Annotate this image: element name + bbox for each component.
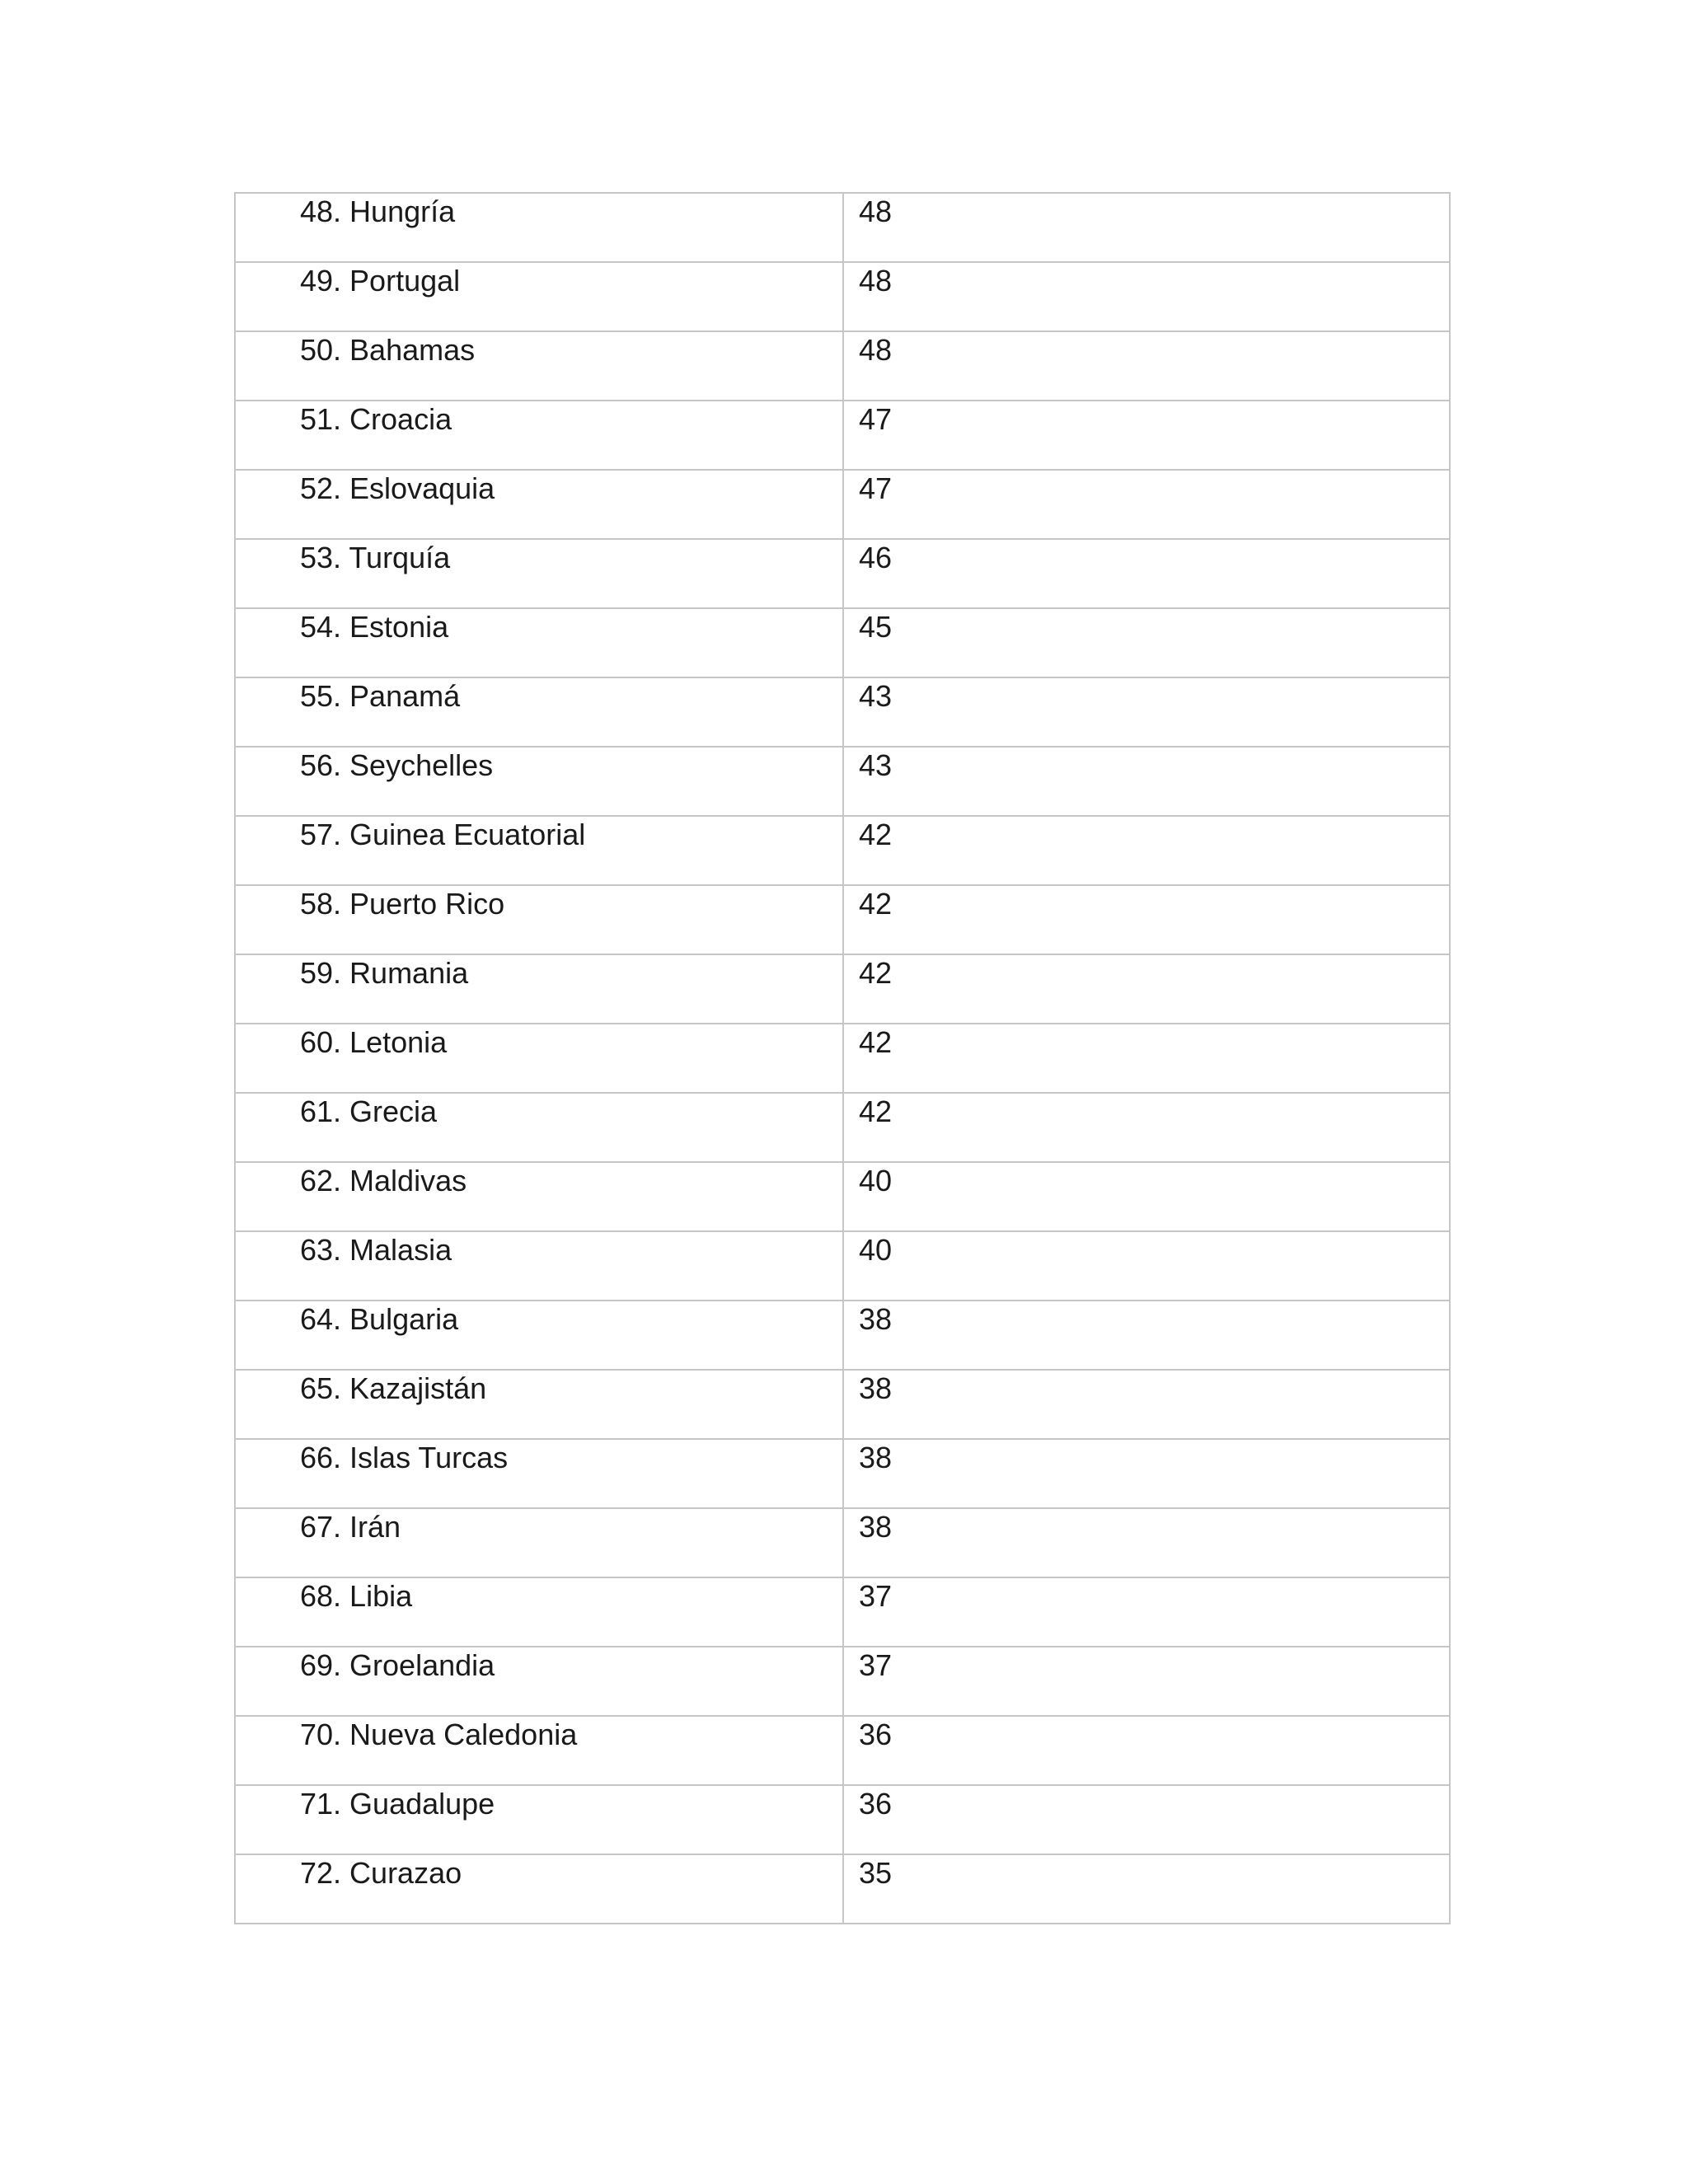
country-cell: 61. Grecia [235, 1093, 843, 1162]
country-cell: 67. Irán [235, 1508, 843, 1577]
value-cell: 40 [843, 1231, 1450, 1301]
table-row [235, 608, 1450, 677]
country-cell: 55. Panamá [235, 677, 843, 747]
country-cell: 56. Seychelles [235, 747, 843, 816]
value-cell: 35 [843, 1854, 1450, 1924]
ranking-table-body [235, 193, 1450, 1924]
value-cell: 36 [843, 1716, 1450, 1785]
value-cell: 48 [843, 331, 1450, 401]
country-cell: 69. Groelandia [235, 1647, 843, 1716]
country-cell: 49. Portugal [235, 262, 843, 331]
value-cell: 38 [843, 1508, 1450, 1577]
country-cell: 63. Malasia [235, 1231, 843, 1301]
country-cell: 48. Hungría [235, 193, 843, 262]
table-row [235, 747, 1450, 816]
country-cell: 59. Rumania [235, 954, 843, 1024]
value-cell: 43 [843, 747, 1450, 816]
value-cell: 48 [843, 262, 1450, 331]
ranking-table [234, 192, 1451, 1924]
table-row [235, 1577, 1450, 1647]
value-cell: 36 [843, 1785, 1450, 1854]
country-cell: 70. Nueva Caledonia [235, 1716, 843, 1785]
table-row [235, 1024, 1450, 1093]
value-cell: 45 [843, 608, 1450, 677]
table-row [235, 1716, 1450, 1785]
country-cell: 50. Bahamas [235, 331, 843, 401]
table-row [235, 331, 1450, 401]
table-row [235, 1854, 1450, 1924]
table-row [235, 1231, 1450, 1301]
value-cell: 38 [843, 1301, 1450, 1370]
value-cell: 37 [843, 1647, 1450, 1716]
value-cell: 38 [843, 1439, 1450, 1508]
country-cell: 68. Libia [235, 1577, 843, 1647]
country-cell: 72. Curazao [235, 1854, 843, 1924]
table-row [235, 401, 1450, 470]
country-cell: 60. Letonia [235, 1024, 843, 1093]
table-row [235, 262, 1450, 331]
country-cell: 52. Eslovaquia [235, 470, 843, 539]
table-row [235, 954, 1450, 1024]
table-row [235, 1647, 1450, 1716]
value-cell: 43 [843, 677, 1450, 747]
value-cell: 46 [843, 539, 1450, 608]
country-cell: 71. Guadalupe [235, 1785, 843, 1854]
value-cell: 42 [843, 885, 1450, 954]
value-cell: 47 [843, 401, 1450, 470]
table-row [235, 816, 1450, 885]
value-cell: 42 [843, 1024, 1450, 1093]
table-row [235, 1301, 1450, 1370]
value-cell: 38 [843, 1370, 1450, 1439]
table-row [235, 677, 1450, 747]
country-cell: 58. Puerto Rico [235, 885, 843, 954]
table-row [235, 470, 1450, 539]
country-cell: 53. Turquía [235, 539, 843, 608]
country-cell: 64. Bulgaria [235, 1301, 843, 1370]
table-row [235, 1093, 1450, 1162]
country-cell: 54. Estonia [235, 608, 843, 677]
country-cell: 62. Maldivas [235, 1162, 843, 1231]
value-cell: 37 [843, 1577, 1450, 1647]
value-cell: 42 [843, 1093, 1450, 1162]
table-row [235, 885, 1450, 954]
country-cell: 57. Guinea Ecuatorial [235, 816, 843, 885]
value-cell: 42 [843, 816, 1450, 885]
table-row [235, 539, 1450, 608]
value-cell: 47 [843, 470, 1450, 539]
country-cell: 66. Islas Turcas [235, 1439, 843, 1508]
value-cell: 40 [843, 1162, 1450, 1231]
value-cell: 48 [843, 193, 1450, 262]
table-row [235, 1370, 1450, 1439]
value-cell: 42 [843, 954, 1450, 1024]
table-row [235, 1785, 1450, 1854]
table-row [235, 1162, 1450, 1231]
table-row [235, 1508, 1450, 1577]
country-cell: 65. Kazajistán [235, 1370, 843, 1439]
country-cell: 51. Croacia [235, 401, 843, 470]
table-row [235, 193, 1450, 262]
table-row [235, 1439, 1450, 1508]
